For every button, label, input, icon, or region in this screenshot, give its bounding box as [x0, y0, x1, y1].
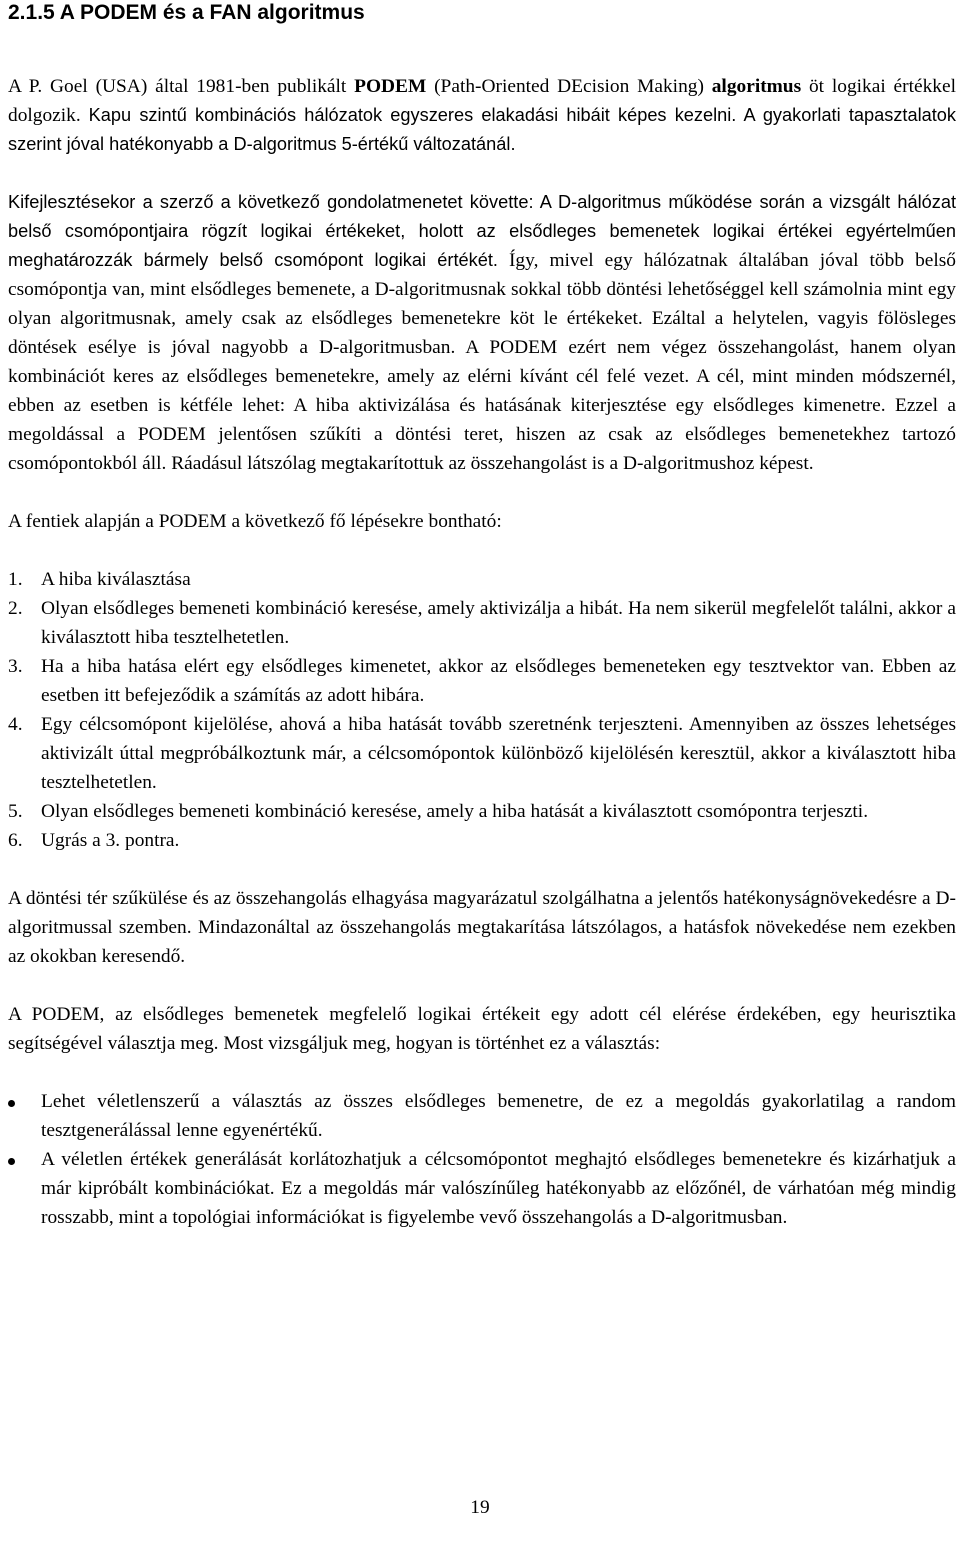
- intro-paragraph: [8, 72, 956, 159]
- heuristic-paragraph: A PODEM, az elsődleges bemenetek megfelelő logikai értékeit egy adott cél elérése érdekében, egy heurisztika segítségével választja meg. Most vizsgáljuk meg, hogyan is történhet ez a választás:: [8, 1004, 956, 1054]
- step-text: A hiba kiválasztása: [41, 569, 191, 590]
- intro-text-1: A P. Goel (USA) által 1981-ben publikált: [8, 76, 355, 97]
- steps-intro: A fentiek alapján a PODEM a következő fő lépésekre bontható:: [8, 511, 502, 532]
- list-item: [8, 594, 956, 652]
- design-serif-text: Így, mivel egy hálózatnak általában jóval több belső csomópontja van, mint elsődleges bemenete, a D-algoritmusnak sokkal több döntési lehetőséggel kell számolnia mint egy olyan algoritmusnak, amely csak az elsődleges bemenetekre köt le értékeket. Ezáltal a helytelen, vagyis fölösleges döntések esélye is jóval nagyobb a D-algoritmusban. A PODEM ezért nem végez összehangolást, hanem olyan kombinációt keres az elsődleges bemenetekre, amely az elérni kívánt cél felé vezet. A cél, mint minden módszernél, ebben az esetben is kétféle lehet: A hiba aktivizálása és hatásának kiterjesztése egy elsődleges kimenetre. Ezzel a megoldással a PODEM jelentősen szűkíti a döntési teret, hiszen az csak az elsődleges bemenetekhez tartozó csomópontokból áll. Ráadásul látszólag megtakarítottuk az összehangolást is a D-algoritmushoz képest.: [8, 250, 956, 474]
- list-item: [8, 1087, 956, 1145]
- intro-bold-podem: PODEM: [354, 76, 427, 97]
- step-number: 4.: [8, 714, 23, 735]
- intro-sans-text: Kapu szintű kombinációs hálózatok egyszeres elakadási hibáit képes kezelni. A gyakorlati tapasztalatok szerint jóval hatékonyabb a D-algoritmus 5-értékű változatánál.: [8, 105, 956, 154]
- bullet-text: Lehet véletlenszerű a választás az összes elsődleges bemenetre, de ez a megoldás gyakorlatilag a random tesztgenerálással lenne egyenértékű.: [41, 1091, 956, 1141]
- step-text: Egy célcsomópont kijelölése, ahová a hiba hatását tovább szeretnénk terjeszteni. Amennyiben az összes lehetséges aktivizált úttal megpróbálkoztunk már, a célcsomópontok különböző kijelölésén keresztül, akkor a kiválasztott hiba tesztelhetetlen.: [41, 714, 956, 793]
- document-page: [8, 0, 956, 1232]
- step-text: Ha a hiba hatása elért egy elsődleges kimenetet, akkor az elsődleges bemeneteken egy tesztvektor van. Ebben az esetben itt befejeződik a számítás az adott hibára.: [41, 656, 956, 706]
- intro-text-2: (Path-Oriented DEcision Making): [426, 76, 712, 97]
- step-text: Olyan elsődleges bemeneti kombináció keresése, amely a hiba hatását a kiválasztott csomópontra terjeszti.: [41, 801, 869, 822]
- intro-bold-algoritmus: algoritmus: [711, 76, 802, 97]
- design-sans-text: Kifejlesztésekor a szerző a következő gondolatmenetet követte: A D-algoritmus működése során a vizsgált hálózat belső csomópontjaira rögzít logikai értékeket, holott az elsődleges bemenetek logikai értékei egyértelműen meghatározzák bármely belső csomópont logikai értékét.: [8, 192, 956, 270]
- step-number: 6.: [8, 830, 23, 851]
- step-text: Olyan elsődleges bemeneti kombináció keresése, amely aktivizálja a hibát. Ha nem sikerül megfelelőt találni, akkor a kiválasztott hiba tesztelhetetlen.: [41, 598, 956, 648]
- list-item: [8, 565, 956, 594]
- step-number: 2.: [8, 598, 23, 619]
- list-item: [8, 797, 956, 826]
- decision-space-paragraph: A döntési tér szűkülése és az összehangolás elhagyása magyarázatul szolgálhatna a jelentős hatékonyságnövekedésre a D-algoritmussal szemben. Mindazonáltal az összehangolás megtakarítása látszólagos, a hatásfok növekedése nem ezekben az okokban keresendő.: [8, 888, 956, 967]
- step-number: 1.: [8, 569, 23, 590]
- list-item: [8, 826, 956, 855]
- list-item: [8, 710, 956, 797]
- step-text: Ugrás a 3. pontra.: [41, 830, 180, 851]
- step-number: 3.: [8, 656, 23, 677]
- page-number: 19: [470, 1497, 490, 1518]
- step-number: 5.: [8, 801, 23, 822]
- bullet-text: A véletlen értékek generálását korlátozhatjuk a célcsomópontot meghajtó elsődleges bemenetekre és kizárhatjuk a már kipróbált kombinációkat. Ez a megoldás már valószínűleg hatékonyabb az előzőnél, de várhatóan még mindig rosszabb, mint a topológiai információkat is figyelembe vevő összehangolás a D-algoritmusban.: [41, 1149, 956, 1228]
- bullet-icon: [8, 1100, 15, 1107]
- bullet-icon: [8, 1158, 15, 1165]
- section-heading: 2.1.5 A PODEM és a FAN algoritmus: [8, 1, 365, 24]
- steps-list: [8, 565, 956, 855]
- intro-text-3: öt logikai értékkel dolgozik.: [8, 76, 956, 126]
- design-paragraph: [8, 188, 956, 478]
- bullet-list: [8, 1087, 956, 1232]
- list-item: [8, 652, 956, 710]
- list-item: [8, 1145, 956, 1232]
